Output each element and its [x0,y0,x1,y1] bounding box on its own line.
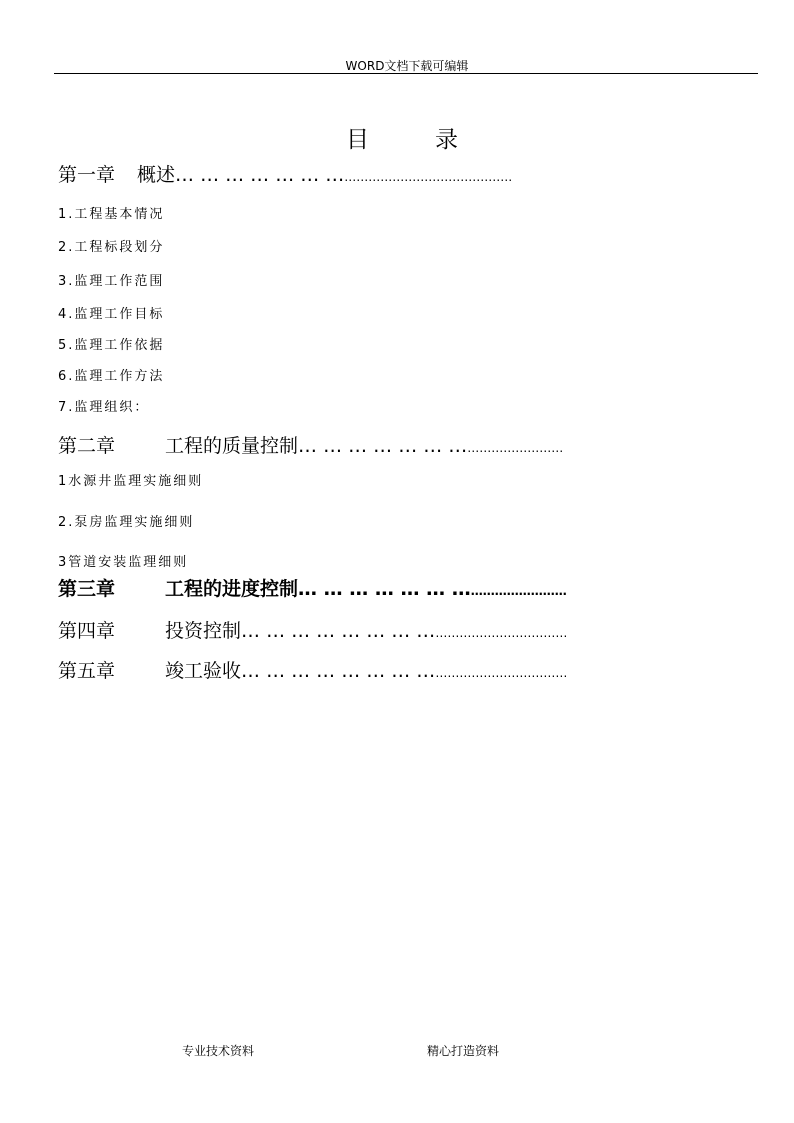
chapter-title: 竣工验收 [165,660,242,682]
toc-title-char-2: 录 [435,127,458,153]
toc-chapter-5[interactable] [58,656,567,683]
chapter-leader: … … … … … … … … [241,620,436,642]
toc-item[interactable]: 3.监理工作范围 [58,274,165,289]
toc-title-char-1: 目 [346,127,369,153]
toc-item[interactable]: 1水源井监理实施细则 [58,474,204,489]
chapter-leader-small: …………………………………… [344,170,513,184]
chapter-number: 第五章 [58,660,116,682]
toc-item[interactable]: 6.监理工作方法 [58,369,165,384]
chapter-leader: … … … … … … … [298,578,471,600]
footer-right-text: 精心打造资料 [427,1044,500,1058]
chapter-number: 第四章 [58,620,116,642]
chapter-title: 工程的质量控制 [165,435,299,457]
header-divider [54,73,758,74]
chapter-leader-small: …………………………… [435,666,568,680]
chapter-number: 第三章 [58,578,116,600]
toc-title [346,121,458,154]
chapter-number: 第二章 [58,435,116,457]
chapter-title: 概述 [137,164,176,186]
toc-chapter-4[interactable] [58,616,567,643]
chapter-leader-small: …………………… [467,441,564,455]
toc-item[interactable]: 2.工程标段划分 [58,240,165,255]
toc-item[interactable]: 2.泵房监理实施细则 [58,515,195,530]
chapter-leader: … … … … … … … [298,435,468,457]
toc-item[interactable]: 1.工程基本情况 [58,207,165,222]
chapter-number: 第一章 [58,164,116,186]
chapter-title: 投资控制 [165,620,242,642]
page-header-text: WORD文档下载可编辑 [345,59,469,73]
toc-chapter-3[interactable] [58,574,567,601]
toc-item[interactable]: 4.监理工作目标 [58,307,165,322]
chapter-title: 工程的进度控制 [165,578,299,600]
toc-item[interactable]: 7.监理组织： [58,400,150,415]
toc-chapter-2[interactable] [58,431,563,458]
chapter-leader-small: …………………… [470,584,567,598]
chapter-leader: … … … … … … … [175,164,345,186]
toc-item[interactable]: 3管道安装监理细则 [58,555,189,570]
toc-item[interactable]: 5.监理工作依据 [58,338,165,353]
chapter-leader: … … … … … … … … [241,660,436,682]
chapter-leader-small: …………………………… [435,626,568,640]
footer-left-text: 专业技术资料 [182,1044,255,1058]
toc-chapter-1[interactable] [58,160,512,187]
